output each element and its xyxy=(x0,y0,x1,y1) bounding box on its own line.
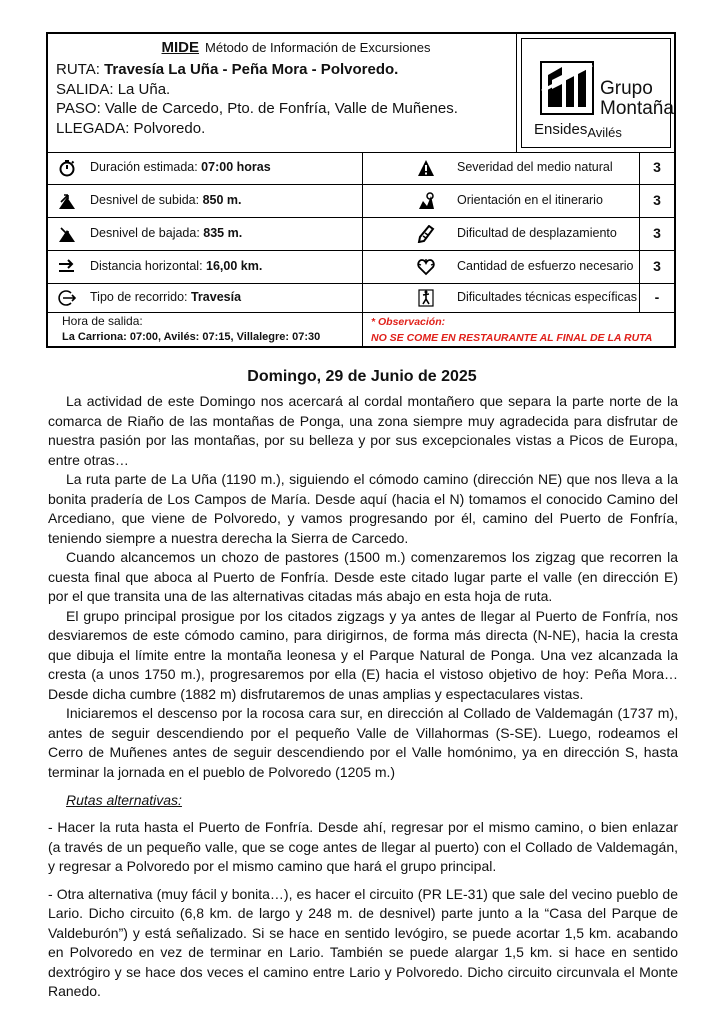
logo-frame xyxy=(521,38,674,148)
route-end: LLEGADA: Polvoredo. xyxy=(56,119,206,137)
departure-value: La Carriona: 07:00, Avilés: 07:15, Villalegre: 07:30 xyxy=(62,331,321,343)
mide-value: 3 xyxy=(653,192,661,208)
stat-cell xyxy=(48,251,363,283)
climber-icon xyxy=(417,289,435,307)
logo-grupo: Grupo xyxy=(600,78,653,99)
warning-icon xyxy=(417,159,435,177)
logo-ensides: Ensides xyxy=(534,121,588,138)
route-pass: PASO: Valle de Carcedo, Pto. de Fonfría, Valle de Muñenes. xyxy=(56,100,458,117)
departure-label: Hora de salida: xyxy=(62,314,143,328)
route-label: RUTA: xyxy=(56,61,105,78)
mide-value: 3 xyxy=(653,258,661,274)
mide-score xyxy=(640,152,674,184)
route-info-table xyxy=(46,32,676,348)
stat-label: Tipo de recorrido: Travesía xyxy=(90,290,242,304)
paragraph: La actividad de este Domingo nos acercará al cordal montañero que separa la parte norte de la comarca de Riaño de las montañas de Ponga, una zona siempre muy agradecida para disfrutar de nuestra pasión por las montañas, por su belleza y por sus excepcionales vistas a Picos de Europa, entre otras… xyxy=(48,393,678,468)
stats-row xyxy=(48,185,674,218)
effort-heart-icon xyxy=(417,258,435,276)
stats-row xyxy=(48,218,674,251)
route-header xyxy=(48,34,674,153)
route-type-icon xyxy=(58,289,76,307)
distance-arrows-icon xyxy=(58,258,76,276)
stats-row xyxy=(48,152,674,185)
boot-icon xyxy=(417,225,435,243)
stat-cell xyxy=(48,218,363,250)
mide-value: 3 xyxy=(653,225,661,241)
paragraph: La ruta parte de La Uña (1190 m.), siguiendo el cómodo camino (dirección NE) que nos lleva a la bonita pradería de Los Campos de María. Desde aquí (hacia el N) tomamos el conocido Camino del Arcediano, que viene de Polvoredo, y vamos progresando por él, camino del Puerto de Fonfría, teniendo siempre a nuestra derecha la Sierra de Carcedo. xyxy=(48,471,678,546)
alternative-item: - Hacer la ruta hasta el Puerto de Fonfría. Desde ahí, regresar por el mismo camino, o bien enlazar (a través de un pequeño valle, que se coge antes de llegar al puerto) con el Collado de Valdemagán, y regresar a Polvoredo por el mismo camino que hará el grupo principal. xyxy=(48,819,678,874)
logo-subtitle xyxy=(534,121,622,140)
paragraph: Cuando alcancemos un chozo de pastores (1500 m.) comenzaremos los zigzag que recorren la cuesta final que aboca al Puerto de Fonfría. Desde este citado lugar parte el valle (en dirección E) por el que transita una de las alternativas citadas más abajo en esta hoja de ruta. xyxy=(48,549,678,604)
observation-label: * Observación: xyxy=(371,316,446,328)
stat-cell xyxy=(48,185,363,217)
stat-cell xyxy=(48,152,363,184)
mide-cell xyxy=(363,218,640,250)
alternative-item: - Otra alternativa (muy fácil y bonita…), es hacer el circuito (PR LE-31) que sale del vecino pueblo de Lario. Dicho circuito (6,8 km. de largo y 248 m. de desnivel) parte junto a la “Casa del Parque de Valdeburón”) y está señalizado. Si se hace en sentido levógiro, se puede acortar 1,5 km. acabando en Polvoredo en vez de terminar en Lario. También se puede alargar 1,5 km. si hace en sentido dextrógiro y se hace dos veces el camino entre Lario y Polvoredo. Dicho circuito circunvala el Monte Ranedo. xyxy=(48,885,678,999)
stats-row xyxy=(48,284,674,313)
mide-value: - xyxy=(654,289,660,305)
mide-label: Cantidad de esfuerzo necesario xyxy=(457,259,634,273)
mide-label: Dificultad de desplazamiento xyxy=(457,226,617,240)
mide-label: Orientación en el itinerario xyxy=(457,193,603,207)
alternatives xyxy=(48,818,678,1002)
route-value: Travesía La Uña - Peña Mora - Polvoredo. xyxy=(104,61,399,78)
mide-abbr: MIDE xyxy=(161,39,200,56)
logo-aviles: Avilés xyxy=(587,125,622,140)
observation-value: NO SE COME EN RESTAURANTE AL FINAL DE LA RUTA xyxy=(371,332,653,344)
mide-score xyxy=(640,251,674,283)
alternatives-title: Rutas alternativas: xyxy=(66,792,182,808)
stat-label: Distancia horizontal: 16,00 km. xyxy=(90,259,263,273)
orientation-icon xyxy=(417,192,435,210)
route-details xyxy=(56,39,516,138)
departure-row xyxy=(48,312,674,346)
route-name xyxy=(56,60,516,80)
logo-montana: Montaña xyxy=(600,98,674,119)
mide-score xyxy=(640,185,674,217)
mide-cell xyxy=(363,251,640,283)
observation xyxy=(363,312,674,346)
mide-title xyxy=(56,39,516,56)
paragraph: El grupo principal prosigue por los citados zigzags y ya antes de llegar al Puerto de Fonfría, nos desviaremos de este cómodo camino, para dirigirnos, de forma más directa (N-NE), hacia la cresta que dibuja el límite entre la montaña leonesa y el Parque Natural de Ponga. Una vez alcanzada la cresta (a unos 1750 m.), progresaremos por ella (E) hacia el vistoso objetivo de hoy: Peña Mora… Desde dicha cumbre (1882 m) disfrutaremos de unas amplias y espectaculares vistas. xyxy=(48,607,678,702)
departure-times xyxy=(48,312,363,346)
mide-label: Severidad del medio natural xyxy=(457,160,613,174)
mide-cell xyxy=(363,185,640,217)
mide-score xyxy=(640,218,674,250)
stats-row xyxy=(48,251,674,284)
mide-full: Método de Información de Excursiones xyxy=(205,40,431,55)
mide-label: Dificultades técnicas específicas xyxy=(457,290,637,304)
mountain-logo-icon xyxy=(540,61,594,115)
ascent-icon xyxy=(58,192,76,210)
mide-cell xyxy=(363,152,640,184)
stat-label: Desnivel de bajada: 835 m. xyxy=(90,226,243,240)
paragraph: Iniciaremos el descenso por la rocosa cara sur, en dirección al Collado de Valdemagán (1737 m), antes de seguir descendiendo por el pequeño Valle de Villahormas (S-SE). Luego, rodeamos el Cerro de Muñenes antes de seguir descendiendo por el Valle homónimo, ya en dirección S, hasta terminar la jornada en el pueblo de Polvoredo (1205 m.) xyxy=(48,705,678,780)
stat-label: Duración estimada: 07:00 horas xyxy=(90,160,271,174)
description xyxy=(48,392,678,782)
activity-date: Domingo, 29 de Junio de 2025 xyxy=(247,368,477,385)
route-start: SALIDA: La Uña. xyxy=(56,80,171,98)
logo-text xyxy=(600,79,674,119)
club-logo xyxy=(516,34,675,152)
stopwatch-icon xyxy=(58,159,76,177)
mide-value: 3 xyxy=(653,159,661,175)
stat-cell xyxy=(48,284,363,312)
mide-cell xyxy=(363,284,640,312)
stat-label: Desnivel de subida: 850 m. xyxy=(90,193,242,207)
mide-score xyxy=(640,284,674,312)
descent-icon xyxy=(58,225,76,243)
